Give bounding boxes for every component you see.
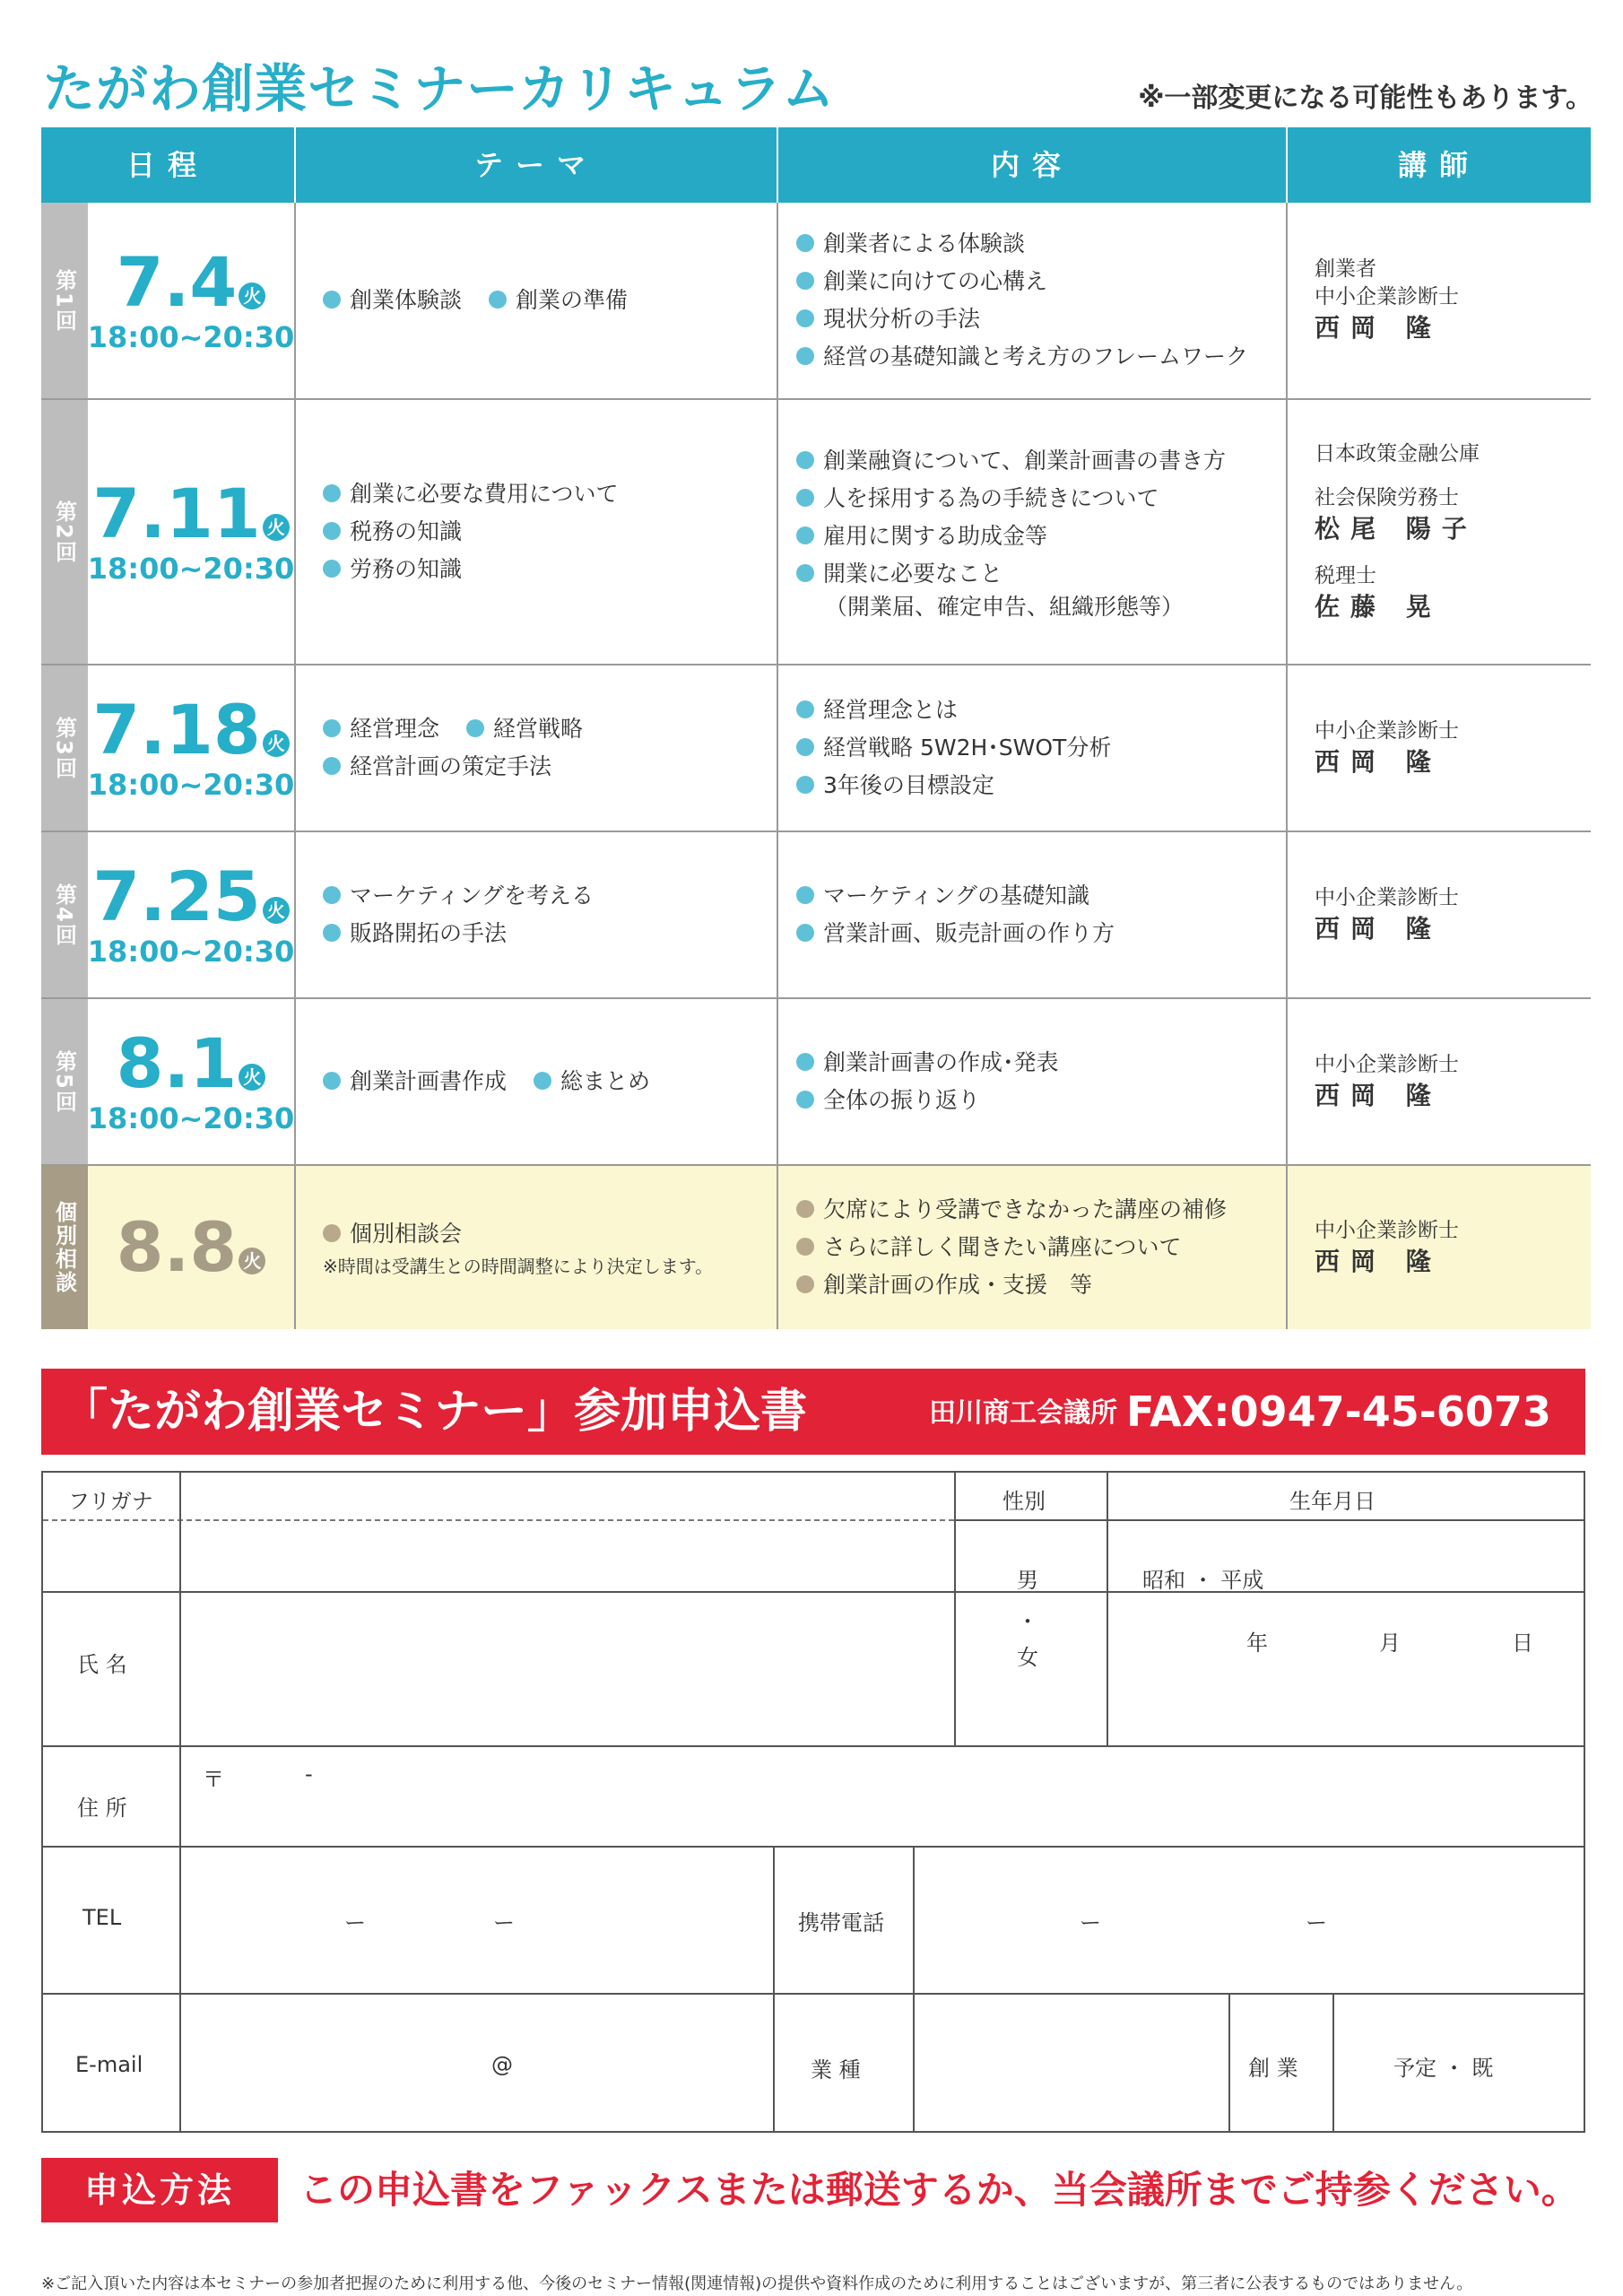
teacher-role: 創業者 [1315, 257, 1376, 281]
teacher-role: 中小企業診断士 [1315, 718, 1459, 743]
date-value: 7.18 [92, 690, 261, 770]
teacher-role: 税理士 [1315, 563, 1376, 587]
session-content [778, 999, 1288, 1164]
session-time: 18:00~20:30 [87, 768, 295, 802]
mobile-input[interactable] [916, 1849, 1582, 1991]
theme-item: 経営計画の策定手法 [323, 748, 777, 786]
teacher-name: 西岡 隆 [1315, 1246, 1442, 1276]
organizer-name: 田川商工会議所 [929, 1397, 1117, 1429]
session-content [778, 203, 1288, 398]
session-teacher [1288, 999, 1591, 1164]
session-date [88, 665, 296, 831]
session-row-4 [41, 832, 1591, 999]
content-item: 経営戦略 5W2H･SWOT分析 [796, 729, 1286, 767]
day-of-week-badge: 火 [239, 283, 265, 309]
change-notice: ※一部変更になる可能性もあります。 [1138, 83, 1593, 114]
fax-number: FAX:0947-45-6073 [1126, 1387, 1551, 1436]
postal-separator: - [305, 1761, 313, 1787]
theme-item: 創業の準備 [489, 282, 628, 319]
teacher-name: 佐藤 晃 [1315, 591, 1442, 622]
session-theme [296, 832, 778, 997]
address-input[interactable] [183, 1749, 1582, 1844]
founding-options[interactable]: 予定 ・ 既 [1393, 2056, 1494, 2081]
session-content [778, 832, 1288, 997]
day-of-week-badge: 火 [239, 1064, 265, 1091]
content-item: マーケティングの基礎知識 [796, 877, 1286, 915]
content-item: 3年後の目標設定 [796, 767, 1286, 804]
session-date [88, 832, 296, 997]
gender-label: 性別 [1002, 1489, 1046, 1514]
teacher-role: 中小企業診断士 [1315, 1218, 1459, 1242]
theme-item: 創業計画書作成 [323, 1063, 507, 1100]
industry-label: 業 種 [811, 2057, 861, 2083]
day-of-week-badge: 火 [263, 897, 290, 924]
application-form [41, 1471, 1585, 2133]
mobile-separator: ー [1306, 1910, 1327, 1935]
date-value: 7.4 [116, 242, 238, 322]
session-time: 18:00~20:30 [87, 552, 295, 586]
curriculum-header [41, 127, 1591, 203]
session-row-2 [41, 400, 1591, 665]
content-item: 営業計画、販売計画の作り方 [796, 915, 1286, 952]
name-label: 氏 名 [77, 1652, 127, 1677]
date-value: 7.25 [92, 857, 261, 936]
session-content [778, 1166, 1288, 1329]
birth-year-label: 年 [1246, 1631, 1268, 1656]
session-theme [296, 665, 778, 831]
era-options[interactable]: 昭和 ・ 平成 [1142, 1568, 1264, 1593]
session-tab: 第2回 [41, 400, 88, 664]
day-of-week-badge: 火 [263, 730, 290, 757]
session-date [88, 203, 296, 398]
content-item: 創業融資について、創業計画書の書き方 [796, 442, 1286, 480]
session-tab: 第5回 [41, 999, 88, 1164]
session-tab: 第1回 [41, 203, 88, 398]
content-item: 欠席により受講できなかった講座の補修 [796, 1191, 1286, 1229]
mobile-label: 携帯電話 [798, 1910, 884, 1935]
tel-separator: ー [344, 1910, 366, 1935]
tel-separator: ー [493, 1910, 515, 1935]
session-teacher [1288, 203, 1591, 398]
teacher-role: 中小企業診断士 [1315, 285, 1459, 309]
session-teacher [1288, 665, 1591, 831]
session-time: 18:00~20:30 [87, 935, 295, 969]
furigana-label: フリガナ [68, 1489, 153, 1514]
teacher-role: 中小企業診断士 [1315, 885, 1459, 909]
email-input[interactable] [183, 1996, 771, 2129]
content-item: 現状分析の手法 [796, 300, 1286, 338]
date-value: 7.11 [92, 474, 261, 553]
session-theme [296, 1166, 778, 1329]
teacher-role: 日本政策金融公庫 [1315, 441, 1480, 465]
session-theme [296, 203, 778, 398]
content-item: 創業者による体験談 [796, 225, 1286, 263]
teacher-name: 西岡 隆 [1315, 746, 1442, 777]
session-tab: 個別相談 [41, 1166, 88, 1329]
column-header-teacher: 講師 [1397, 148, 1480, 182]
curriculum-table [41, 127, 1591, 1329]
session-row-1 [41, 203, 1591, 400]
birthdate-label: 生年月日 [1289, 1489, 1376, 1514]
theme-item: 経営戦略 [466, 710, 583, 748]
mobile-separator: ー [1080, 1910, 1101, 1935]
theme-item: 税務の知識 [323, 513, 777, 551]
birth-month-label: 月 [1379, 1631, 1401, 1656]
teacher-name: 西岡 隆 [1315, 313, 1442, 343]
day-of-week-badge: 火 [263, 514, 290, 541]
theme-item: 創業体験談 [323, 282, 462, 319]
session-time: 18:00~20:30 [87, 320, 295, 354]
teacher-name: 松尾 陽子 [1315, 513, 1478, 544]
session-teacher [1288, 1166, 1591, 1329]
privacy-note: ※ご記入頂いた内容は本セミナーの参加者把握のために利用する他、今後のセミナー情報(関連情報)の提供や資料作成のために利用することはございますが、第三者に公表するものではありません。 [41, 2274, 1473, 2293]
session-teacher [1288, 400, 1591, 664]
gender-separator: ・ [1017, 1609, 1038, 1634]
session-theme [296, 999, 778, 1164]
theme-note: ※時間は受講生との時間調整により決定します。 [323, 1256, 714, 1277]
teacher-role: 中小企業診断士 [1315, 1052, 1459, 1076]
application-banner [41, 1369, 1585, 1455]
session-theme [296, 400, 778, 664]
gender-female[interactable]: 女 [1017, 1645, 1038, 1670]
column-header-schedule: 日程 [41, 127, 296, 203]
name-input[interactable] [183, 1523, 952, 1744]
date-value: 8.8 [116, 1207, 238, 1287]
founding-label: 創 業 [1248, 2056, 1298, 2081]
email-label: E-mail [75, 2052, 143, 2077]
column-header-content: 内容 [778, 127, 1288, 203]
application-title: 「たがわ創業セミナー」参加申込書 [61, 1385, 808, 1439]
theme-item: 総まとめ [534, 1063, 650, 1100]
content-item: さらに詳しく聞きたい講座について [796, 1229, 1286, 1266]
method-text: この申込書をファックスまたは郵送するか、当会議所までご持参ください。 [299, 2168, 1579, 2212]
teacher-name: 西岡 隆 [1315, 1080, 1442, 1110]
content-item: 開業に必要なこと [796, 555, 1286, 593]
session-row-5 [41, 999, 1591, 1166]
content-item: 経営理念とは [796, 691, 1286, 729]
teacher-role: 社会保険労務士 [1315, 485, 1459, 509]
theme-item: 労務の知識 [323, 551, 777, 588]
gender-male[interactable]: 男 [1017, 1568, 1038, 1593]
session-row-3 [41, 665, 1591, 832]
industry-input[interactable] [916, 1996, 1227, 2129]
email-at: @ [491, 2052, 513, 2077]
theme-item: 経営理念 [323, 710, 439, 748]
address-label: 住 所 [77, 1796, 127, 1821]
date-value: 8.1 [116, 1023, 238, 1103]
session-content [778, 665, 1288, 831]
tel-input[interactable] [183, 1849, 771, 1991]
session-date [88, 999, 296, 1164]
content-item: 人を採用する為の手続きについて [796, 480, 1286, 517]
theme-item: 個別相談会 [323, 1215, 777, 1253]
method-label: 申込方法 [41, 2158, 278, 2222]
content-item: 創業計画の作成・支援 等 [796, 1266, 1286, 1304]
content-note: （開業届、確定申告、組織形態等） [825, 594, 1185, 620]
teacher-name: 西岡 隆 [1315, 913, 1442, 944]
session-teacher [1288, 832, 1591, 997]
birth-day-label: 日 [1512, 1631, 1533, 1656]
content-item: 創業計画書の作成･発表 [796, 1044, 1286, 1082]
session-time: 18:00~20:30 [87, 1101, 295, 1135]
session-tab: 第3回 [41, 665, 88, 831]
postal-mark: 〒 [203, 1767, 224, 1792]
theme-item: 販路開拓の手法 [323, 915, 777, 952]
content-item: 経営の基礎知識と考え方のフレームワーク [796, 338, 1286, 376]
page-title: たがわ創業セミナーカリキュラム [43, 58, 836, 119]
theme-item: マーケティングを考える [323, 877, 777, 915]
content-item: 創業に向けての心構え [796, 263, 1286, 300]
furigana-input[interactable] [183, 1474, 952, 1518]
column-header-theme: テーマ [296, 127, 778, 203]
tel-label: TEL [82, 1905, 122, 1930]
session-tab: 第4回 [41, 832, 88, 997]
session-date [88, 400, 296, 664]
content-item: 全体の振り返り [796, 1082, 1286, 1119]
theme-item: 創業に必要な費用について [323, 475, 777, 513]
consultation-row [41, 1166, 1591, 1329]
content-item: 雇用に関する助成金等 [796, 517, 1286, 555]
day-of-week-badge: 火 [239, 1248, 265, 1274]
session-date [88, 1166, 296, 1329]
session-content [778, 400, 1288, 664]
